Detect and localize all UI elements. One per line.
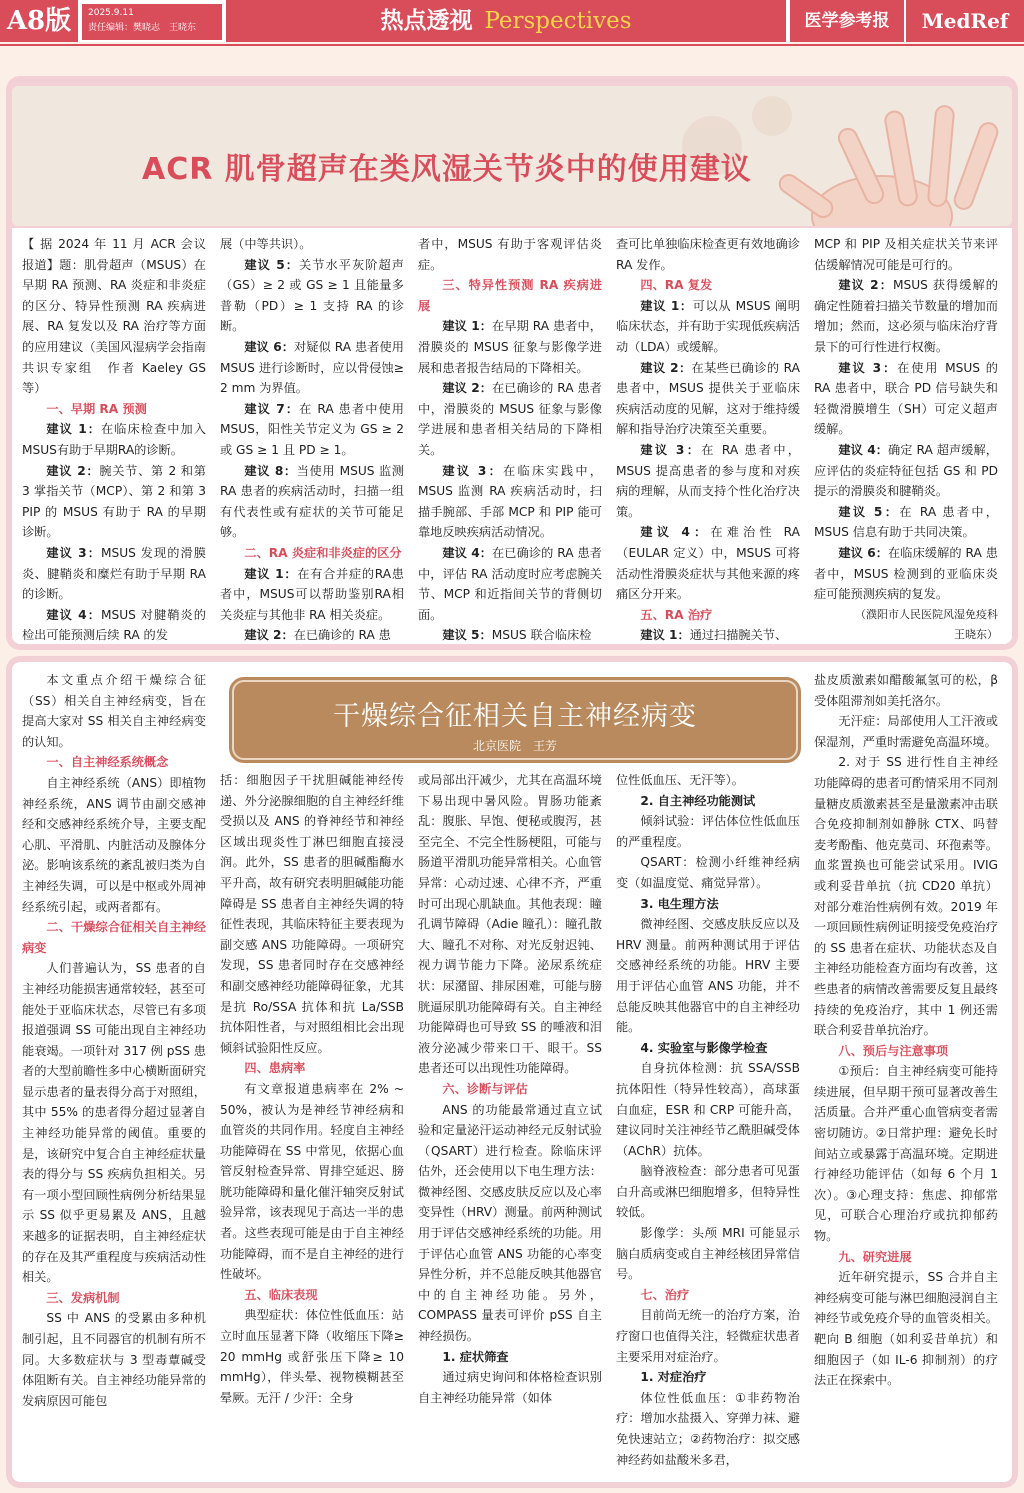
subsection-heading: 3. 电生理方法: [640, 896, 719, 911]
recommendation-label: 建议 2：: [640, 360, 692, 375]
recommendation-text: 在临床缓解的 RA 患者中，MSUS 检测到的亚临床炎症可能预测疾病的复发。: [814, 545, 998, 602]
recommendation: [220, 625, 404, 646]
recommendation-text: MSUS 对腱鞘炎的检出可能预测后续 RA 的发: [22, 607, 206, 643]
recommendation-text: 在难治性 RA（EULAR 定义）中，MSUS 可将活动性滑膜炎症状与其他来源的疼痛区分开来。: [616, 525, 800, 602]
section-heading: 一、自主神经系统概念: [46, 755, 169, 770]
paragraph: 脑脊液检查：部分患者可见蛋白升高或淋巴细胞增多，但特异性较低。: [616, 1164, 800, 1220]
paragraph: 本文重点介绍干燥综合征（SS）相关自主神经病变，旨在提高大家对 SS 相关自主神经病变的认知。: [22, 673, 206, 749]
article2-column-2: [220, 770, 404, 1408]
subsection-heading: 1. 对症治疗: [640, 1370, 707, 1385]
section-heading: 二、干燥综合征相关自主神经病变: [22, 920, 206, 955]
brand-name-cn: 医学参考报: [790, 0, 904, 42]
paragraph: ANS 的功能最常通过直立试验和定量泌汗运动神经元反射试验（QSART）进行检查。除临床评估外，还会使用以下电生理方法：微神经图、交感皮肤反应以及心率变异性（HRV）测量。前两种测试用于评估交感神经系统的功能。用于评估心血管 ANS 功能的心率变异性分析，并不总能反映其他器官中的自主神经功能。另外，COMPASS 量表可评价 pSS 自主神经损伤。: [418, 1102, 602, 1344]
article1-body: [12, 228, 1012, 644]
recommendation-label: 建议 4：: [442, 545, 493, 560]
section-title: [226, 0, 786, 42]
recommendation: [220, 255, 404, 337]
recommendation-text: 在已确诊的 RA 患者中，滑膜炎的 MSUS 征象与影像学进展和患者相关结局的下降相关。: [418, 381, 602, 457]
recommendation-label: 建议 4：: [46, 607, 101, 622]
recommendation-text: 在 RA 患者中，MSUS 信息有助于共同决策。: [814, 504, 998, 540]
section-heading: 七、治疗: [640, 1287, 690, 1302]
brand-name-en: MedRef: [906, 0, 1024, 42]
article2-column-4: [616, 770, 800, 1470]
paragraph: 展（中等共识）。: [220, 237, 312, 251]
issue-meta: [82, 4, 222, 40]
recommendation: [616, 522, 800, 604]
recommendation: [418, 461, 602, 543]
paragraph: 有文章报道患病率在 2% ~ 50%，被认为是神经节神经病和血管炎的共同作用。轻度自主神经功能障碍在 SS 中常见，依据心血管反射检查异常、胃排空延迟、膀胱功能障碍和量化催汗轴突反射试验异常，该表现见于高达一半的患者。这些表现可能是由于自主神经功能障碍，而不是自主神经的进行性破坏。: [220, 1081, 404, 1282]
recommendation-text: MSUS 发现的滑膜炎、腱鞘炎和糜烂有助于早期 RA 的诊断。: [22, 545, 206, 602]
paragraph: 微神经图、交感皮肤反应以及 HRV 测量。前两种测试用于评估交感神经系统的功能。HRV 主要用于评估心血管 ANS 功能，并不总能反映其他器官中的自主神经功能。: [616, 917, 800, 1035]
recommendation: [814, 358, 998, 440]
recommendation-label: 建议 1：: [442, 319, 493, 334]
paragraph: 者中，MSUS 有助于客观评估炎症。: [418, 237, 602, 272]
section-title-cn: 热点透视: [380, 7, 473, 34]
recommendation-text: 腕关节、第 2 和第 3 掌指关节（MCP）、第 2 和第 3 PIP 的 MSUS 有助于 RA 的早期诊断。: [22, 463, 206, 540]
paragraph: 通过病史询问和体格检查识别自主神经功能异常（如体: [418, 1370, 602, 1405]
recommendation-label: 建议 8：: [244, 463, 297, 478]
recommendation: [220, 564, 404, 626]
recommendation-label: 建议 6：: [838, 545, 889, 560]
paragraph: SS 中 ANS 的受累由多种机制引起，且不同器官的机制有所不同。大多数症状与 3 型毒蕈碱受体阻断有关。自主神经功能异常的发病原因可能包: [22, 1311, 206, 1408]
article-acr-ultrasound: [6, 76, 1018, 650]
article-source: （濮阳市人民医院风湿免疫科 王晓东）: [855, 607, 1009, 642]
recommendation-label: 建议 4：: [838, 442, 889, 457]
article1-column-5: [814, 234, 1009, 646]
paragraph: 自主神经系统（ANS）即植物神经系统，ANS 调节由副交感神经和交感神经系统介导，主要支配心肌、平滑肌、内脏活动及腺体分泌。影响该系统的紊乱被归类为自主神经失调，可以是中枢或外周神经系统引起，或两者都有。: [22, 775, 206, 914]
recommendation-text: 当使用 MSUS 监测 RA 患者的疾病活动时，扫描一组有代表性或有症状的关节可能足够。: [220, 463, 404, 540]
recommendation-text: 在临床检查中加入MSUS有助于早期RA的诊断。: [22, 422, 206, 457]
article2-column-5: [814, 670, 998, 1391]
article2-author: 北京医院 王芳: [472, 739, 557, 753]
paragraph: 盐皮质激素如醋酸氟氢可的松，β 受体阻滞剂如美托洛尔。: [814, 673, 998, 708]
recommendation: [418, 316, 602, 378]
paragraph: 目前尚无统一的治疗方案，治疗窗口也值得关注，轻微症状患者主要采用对症治疗。: [616, 1308, 800, 1364]
paragraph: 括：细胞因子干扰胆碱能神经传递、外分泌腺细胞的自主神经纤维受损以及 ANS 的脊神经节和神经区域出现炎性丁淋巴细胞直接浸润。此外，SS 患者的胆碱酯酶水平升高，故有研究表明胆碱能功能障碍是 SS 患者自主神经失调的特征性表现，其临床特征主要表现为副交感 ANS 功能障碍。一项研究发现，SS 患者同时存在交感神经和副交感神经功能障碍征象，尤其是抗 Ro/SSA 抗体和抗 La/SSB 抗体阳性者，与对照组相比会出现倾斜试验阳性反应。: [220, 773, 404, 1055]
recommendation-text: 确定 RA 超声缓解，应评估的炎症特征包括 GS 和 PD 提示的滑膜炎和腱鞘炎。: [814, 442, 998, 499]
recommendation-label: 建议 1：: [46, 422, 102, 437]
recommendation: [418, 543, 602, 625]
recommendation-label: 建议 4：: [640, 525, 711, 540]
paragraph: 体位性低血压：①非药物治疗：增加水盐摄入、穿弹力袜、避免快速站立；②药物治疗：拟交感神经药如盐酸米多君，: [616, 1390, 800, 1467]
paragraph: 典型症状：体位性低血压：站立时血压显著下降（收缩压下降≥ 20 mmHg 或舒张压下降≥ 10 mmHg），伴头晕、视物模糊甚至晕厥。无汗 / 少汗：全身: [220, 1308, 404, 1405]
edition-label: A8版: [0, 0, 78, 42]
recommendation-label: 建议 7：: [244, 401, 300, 416]
section-heading: 九、研究进展: [838, 1249, 912, 1264]
recommendation: [616, 440, 800, 522]
section-title-en: Perspectives: [484, 8, 632, 34]
paragraph: 自身抗体检测：抗 SSA/SSB 抗体阳性（特异性较高），高球蛋白血症，ESR 和 CRP 可能升高，建议同时关注神经节乙酰胆碱受体（AChR）抗体。: [616, 1061, 800, 1158]
recommendation-text: 在某些已确诊的 RA 患者中，MSUS 提供关于亚临床疾病活动度的见解，这对于维持缓解和指导治疗决策至关重要。: [616, 360, 800, 437]
article1-column-1: [22, 234, 206, 646]
recommendation: [814, 275, 998, 357]
section-heading: 六、诊断与评估: [442, 1081, 528, 1096]
paragraph: 位性低血压、无汗等）。: [616, 773, 744, 787]
paragraph: 影像学：头颅 MRI 可能显示脑白质病变或自主神经核团异常信号。: [616, 1226, 800, 1282]
section-heading: 五、RA 治疗: [640, 607, 713, 622]
recommendation-text: MSUS 获得缓解的确定性随着扫描关节数量的增加而增加；然而，这必须与临床治疗背景下的可行性进行权衡。: [814, 278, 998, 354]
recommendation-text: 在已确诊的 RA 患: [293, 628, 391, 643]
recommendation: [220, 399, 404, 461]
recommendation: [814, 440, 998, 502]
recommendation: [418, 378, 602, 460]
recommendation-label: 建议 1：: [244, 566, 298, 581]
recommendation-label: 建议 2：: [838, 278, 893, 293]
subsection-heading: 2. 自主神经功能测试: [640, 793, 756, 808]
recommendation-text: 通过扫描腕关节、: [689, 628, 788, 643]
recommendation-label: 建议 1：: [640, 628, 690, 643]
article1-banner: [12, 86, 1012, 226]
recommendation-text: 在临床实践中，MSUS 监测 RA 疾病活动时，扫描手腕部、手部 MCP 和 PIP 能可靠地反映疾病活动情况。: [418, 463, 602, 540]
recommendation: [220, 337, 404, 399]
article1-title: ACR 肌骨超声在类风湿关节炎中的使用建议: [142, 152, 752, 187]
recommendation: [616, 358, 800, 440]
recommendation-text: MSUS 联合临床检: [491, 628, 592, 643]
article2-column-3: [418, 770, 602, 1408]
recommendation-label: 建议 2：: [46, 463, 100, 478]
recommendation: [22, 605, 206, 646]
article1-column-3: [418, 234, 602, 646]
recommendation-text: 在 RA 患者中使用 MSUS，阳性关节定义为 GS ≥ 2 或 GS ≥ 1 且 PD ≥ 1。: [220, 401, 404, 457]
paragraph: ①预后：自主神经病变可能持续进展，但早期干预可显著改善生活质量。合并严重心血管病变者需密切随访。②日常护理：避免长时间站立或暴露于高温环境。定期进行神经功能评估（如每 6 个月 1 次）。③心理支持：焦虑、抑郁常见，可联合心理治疗或抗抑郁药物。: [814, 1064, 998, 1244]
article-sjogren-autonomic: [6, 656, 1018, 1488]
issue-date: 2025.9.11: [88, 8, 134, 18]
article2-column-1: [22, 670, 206, 1411]
recommendation: [220, 461, 404, 543]
subsection-heading: 1. 症状筛查: [442, 1349, 509, 1364]
recommendation-label: 建议 2：: [442, 381, 493, 396]
recommendation: [418, 625, 602, 646]
recommendation: [22, 543, 206, 605]
responsible-editors: 责任编辑：樊晓志 王晓东: [88, 23, 197, 33]
recommendation-text: 关节水平灰阶超声（GS）≥ 2 或 GS ≥ 1 且能量多普勒（PD）≥ 1 支持 RA 的诊断。: [220, 257, 404, 334]
recommendation: [814, 502, 998, 543]
recommendation: [616, 625, 800, 646]
paragraph: 或局部出汗减少，尤其在高温环境下易出现中暑风险。胃肠功能紊乱：腹胀、早饱、便秘或腹泻，甚至完全、不完全性肠梗阻，可能与肠道平滑肌功能异常相关。心血管异常：心动过速、心律不齐，严重时可出现心肌缺血。其他表现：瞳孔调节障碍（Adie 瞳孔）：瞳孔散大、瞳孔不对称、对光反射迟钝、视力调节能力下降。泌尿系统症状：尿潴留、排尿困难，可能与膀胱逼尿肌功能障碍有关。自主神经功能障碍也可导致 SS 的唾液和泪液分泌减少带来口干、眼干。SS 患者还可以出现性功能障碍。: [418, 773, 602, 1076]
recommendation-label: 建议 3：: [838, 360, 898, 375]
paragraph: 2. 对于 SS 进行性自主神经功能障碍的患者可酌情采用不同剂量糖皮质激素甚至是量激素冲击联合免疫抑制剂如静脉 CTX、吗替麦考酚酯、他克莫司、环孢素等。血浆置换也可能尝试采用。IVIG 或利妥昔单抗（抗 CD20 单抗）对部分难治性病例有效。2019 年一项回顾性病例证明接受免疫治疗的 SS 患者在症状、功能状态及自主神经功能检查方面均有改善，这些患者的病情改善需要反复且最终持续的免疫治疗，其中 1 例还需联合利妥昔单抗治疗。: [814, 755, 998, 1038]
recommendation: [22, 419, 206, 460]
recommendation: [616, 296, 800, 358]
recommendation: [22, 461, 206, 543]
recommendation-text: 可以从 MSUS 阐明临床状态，并有助于实现低疾病活动（LDA）或缓解。: [616, 298, 800, 354]
recommendation-label: 建议 3：: [46, 545, 101, 560]
paragraph: 查可比单独临床检查更有效地确诊 RA 发作。: [616, 237, 800, 272]
article1-column-4: [616, 234, 800, 646]
section-heading: 四、RA 复发: [640, 278, 713, 293]
section-heading: 八、预后与注意事项: [838, 1043, 949, 1058]
section-heading: 四、患病率: [244, 1061, 306, 1076]
recommendation-text: 在已确诊的 RA 患者中，评估 RA 活动度时应考虑腕关节、MCP 和近指间关节的背侧切面。: [418, 545, 602, 622]
recommendation-text: 在使用 MSUS 的 RA 患者中，联合 PD 信号缺失和轻微滑膜增生（SH）可定义超声缓解。: [814, 360, 998, 437]
subsection-heading: 4. 实验室与影像学检查: [640, 1040, 768, 1055]
recommendation-label: 建议 2：: [244, 628, 294, 643]
recommendation-label: 建议 5：: [244, 257, 300, 272]
section-heading: 三、特异性预测 RA 疾病进展: [418, 278, 602, 313]
paragraph: 【 据 2024 年 11 月 ACR 会议报道】题：肌骨超声（MSUS）在早期 RA 预测、RA 炎症和非炎症的区分、特异性预测 RA 疾病进展、RA 复发以及 RA 治疗等方面的应用建议（美国风湿病学会指南共识专家组 作者 Kaeley GS 等）: [22, 237, 206, 396]
paragraph: 倾斜试验：评估体位性低血压的严重程度。: [616, 814, 800, 849]
paragraph: MCP 和 PIP 及相关症状关节来评估缓解情况可能是可行的。: [814, 237, 998, 272]
section-heading: 一、早期 RA 预测: [46, 401, 147, 416]
section-heading: 二、RA 炎症和非炎症的区分: [244, 545, 402, 560]
recommendation-text: 在有合并症的RA患者中，MSUS可以帮助鉴别RA相关炎症与其他非 RA 相关炎症。: [220, 566, 404, 622]
recommendation-label: 建议 5：: [838, 504, 900, 519]
paragraph: 人们普遍认为，SS 患者的自主神经功能损害通常较轻，甚至可能处于亚临床状态，尽管已有多项报道强调 SS 可能出现自主神经功能衰竭。一项针对 317 例 pSS 患者的大型前瞻性多中心横断面研究显示患者的量表得分高于对照组，其中 55% 的患者得分超过显著自主神经功能异常的阈值。重要的是，该研究中复合自主神经症状量表的得分与 SS 疾病负担相关。另有一项小型回顾性病例分析结果显示 SS 似乎更易累及 ANS，且越来越多的证据表明，自主神经症状的存在及其严重程度与疾病活动性相关。: [22, 961, 206, 1285]
recommendation-label: 建议 3：: [640, 442, 702, 457]
article1-column-2: [220, 234, 404, 646]
recommendation: [814, 543, 998, 605]
page-header: [0, 0, 1024, 42]
paragraph: 近年研究提示，SS 合并自主神经病变可能与淋巴细胞浸润自主神经节或免疫介导的血管炎相关。靶向 B 细胞（如利妥昔单抗）和细胞因子（如 IL-6 抑制剂）的疗法正在探索中。: [814, 1270, 998, 1388]
recommendation-label: 建议 5：: [442, 628, 492, 643]
recommendation-text: 在 RA 患者中，MSUS 提高患者的参与度和对疾病的理解，从而支持个性化治疗决策。: [616, 442, 800, 519]
recommendation-label: 建议 6：: [244, 339, 295, 354]
paragraph: 无汗症：局部使用人工汗液或保湿剂，严重时需避免高温环境。: [814, 714, 998, 749]
recommendation-text: 对疑似 RA 患者使用 MSUS 进行诊断时，应以骨侵蚀≥ 2 mm 为界值。: [220, 339, 404, 396]
recommendation-label: 建议 1：: [640, 298, 693, 313]
article2-title: 干燥综合征相关自主神经病变: [333, 701, 697, 732]
article2-body: [12, 662, 1012, 1482]
section-heading: 三、发病机制: [46, 1290, 120, 1305]
section-heading: 五、临床表现: [244, 1287, 318, 1302]
recommendation-label: 建议 3：: [442, 463, 504, 478]
header-rule: [0, 44, 1024, 46]
paragraph: QSART：检测小纤维神经病变（如温度觉、痛觉异常）。: [616, 855, 800, 890]
recommendation-text: 在早期 RA 患者中，滑膜炎的 MSUS 征象与影像学进展和患者报告结局的下降相关。: [418, 319, 602, 375]
article2-title-box: [232, 680, 798, 760]
